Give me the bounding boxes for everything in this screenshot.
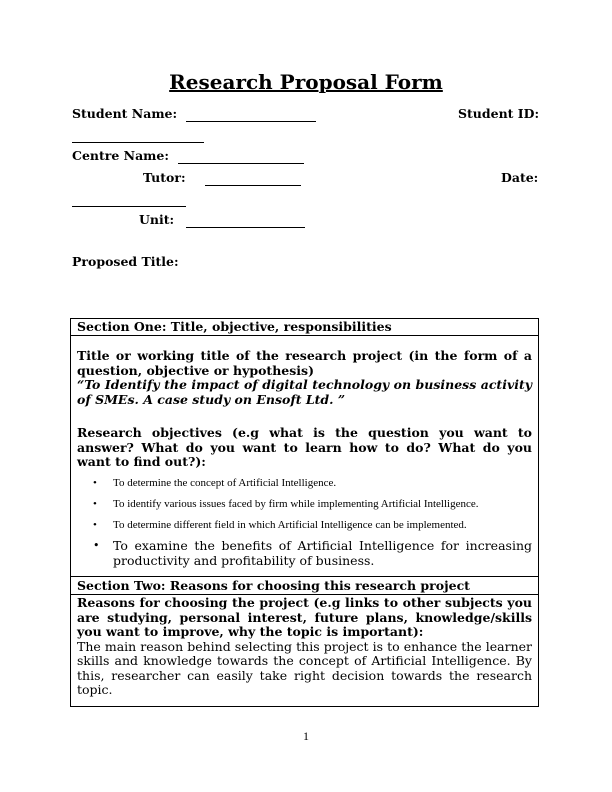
bullet-icon: •: [93, 518, 97, 531]
unit-label: Unit:: [139, 212, 175, 227]
student-name-label: Student Name:: [72, 106, 178, 121]
title-answer[interactable]: “To Identify the impact of digital technology on business activity of SMEs. A case study on Ensoft Ltd. ”: [77, 377, 532, 407]
tutor-label: Tutor:: [143, 170, 186, 185]
bullet-icon: •: [93, 538, 100, 552]
objectives-list: [77, 476, 532, 568]
proposed-title-label: Proposed Title:: [72, 254, 179, 269]
section-one-heading: Section One: Title, objective, responsibilities: [71, 319, 538, 336]
list-item: • To examine the benefits of Artificial Intelligence for increasing productivity and profitability of business.: [93, 537, 532, 568]
centre-name-field[interactable]: [178, 149, 304, 168]
page-number: 1: [303, 729, 309, 743]
reasons-prompt: Reasons for choosing the project (e.g links to other subjects you are studying, personal interest, future plans, knowledge/skills you want to improve, why the topic is important):: [77, 595, 532, 639]
tutor-field[interactable]: [205, 171, 301, 190]
list-item: • To determine different field in which Artificial Intelligence can be implemented.: [93, 518, 467, 531]
date-label: Date:: [501, 170, 539, 185]
student-id-field[interactable]: [72, 128, 204, 147]
unit-field[interactable]: [186, 213, 305, 232]
bullet-icon: •: [93, 476, 97, 489]
section-two-box: [70, 576, 539, 707]
section-one-box: [70, 318, 539, 577]
student-name-field[interactable]: [186, 107, 316, 126]
section-two-heading: Section Two: Reasons for choosing this research project: [71, 577, 538, 595]
title-prompt: Title or working title of the research project (in the form of a question, objective or hypothesis): [77, 348, 532, 378]
form-title: Research Proposal Form: [169, 70, 443, 94]
student-id-label: Student ID:: [458, 106, 540, 121]
bullet-icon: •: [93, 497, 97, 510]
date-field[interactable]: [72, 192, 186, 211]
list-item: • To identify various issues faced by firm while implementing Artificial Intelligence.: [93, 497, 479, 510]
list-item: • To determine the concept of Artificial Intelligence.: [93, 476, 337, 489]
objectives-prompt: Research objectives (e.g what is the question you want to answer? What do you want to learn how to do? What do you want to find out?):: [77, 425, 532, 469]
reasons-answer[interactable]: The main reason behind selecting this project is to enhance the learner skills and knowledge towards the concept of Artificial Intelligence. By this, researcher can easily take right decision towards the research topic.: [77, 638, 532, 697]
centre-name-label: Centre Name:: [72, 148, 169, 163]
